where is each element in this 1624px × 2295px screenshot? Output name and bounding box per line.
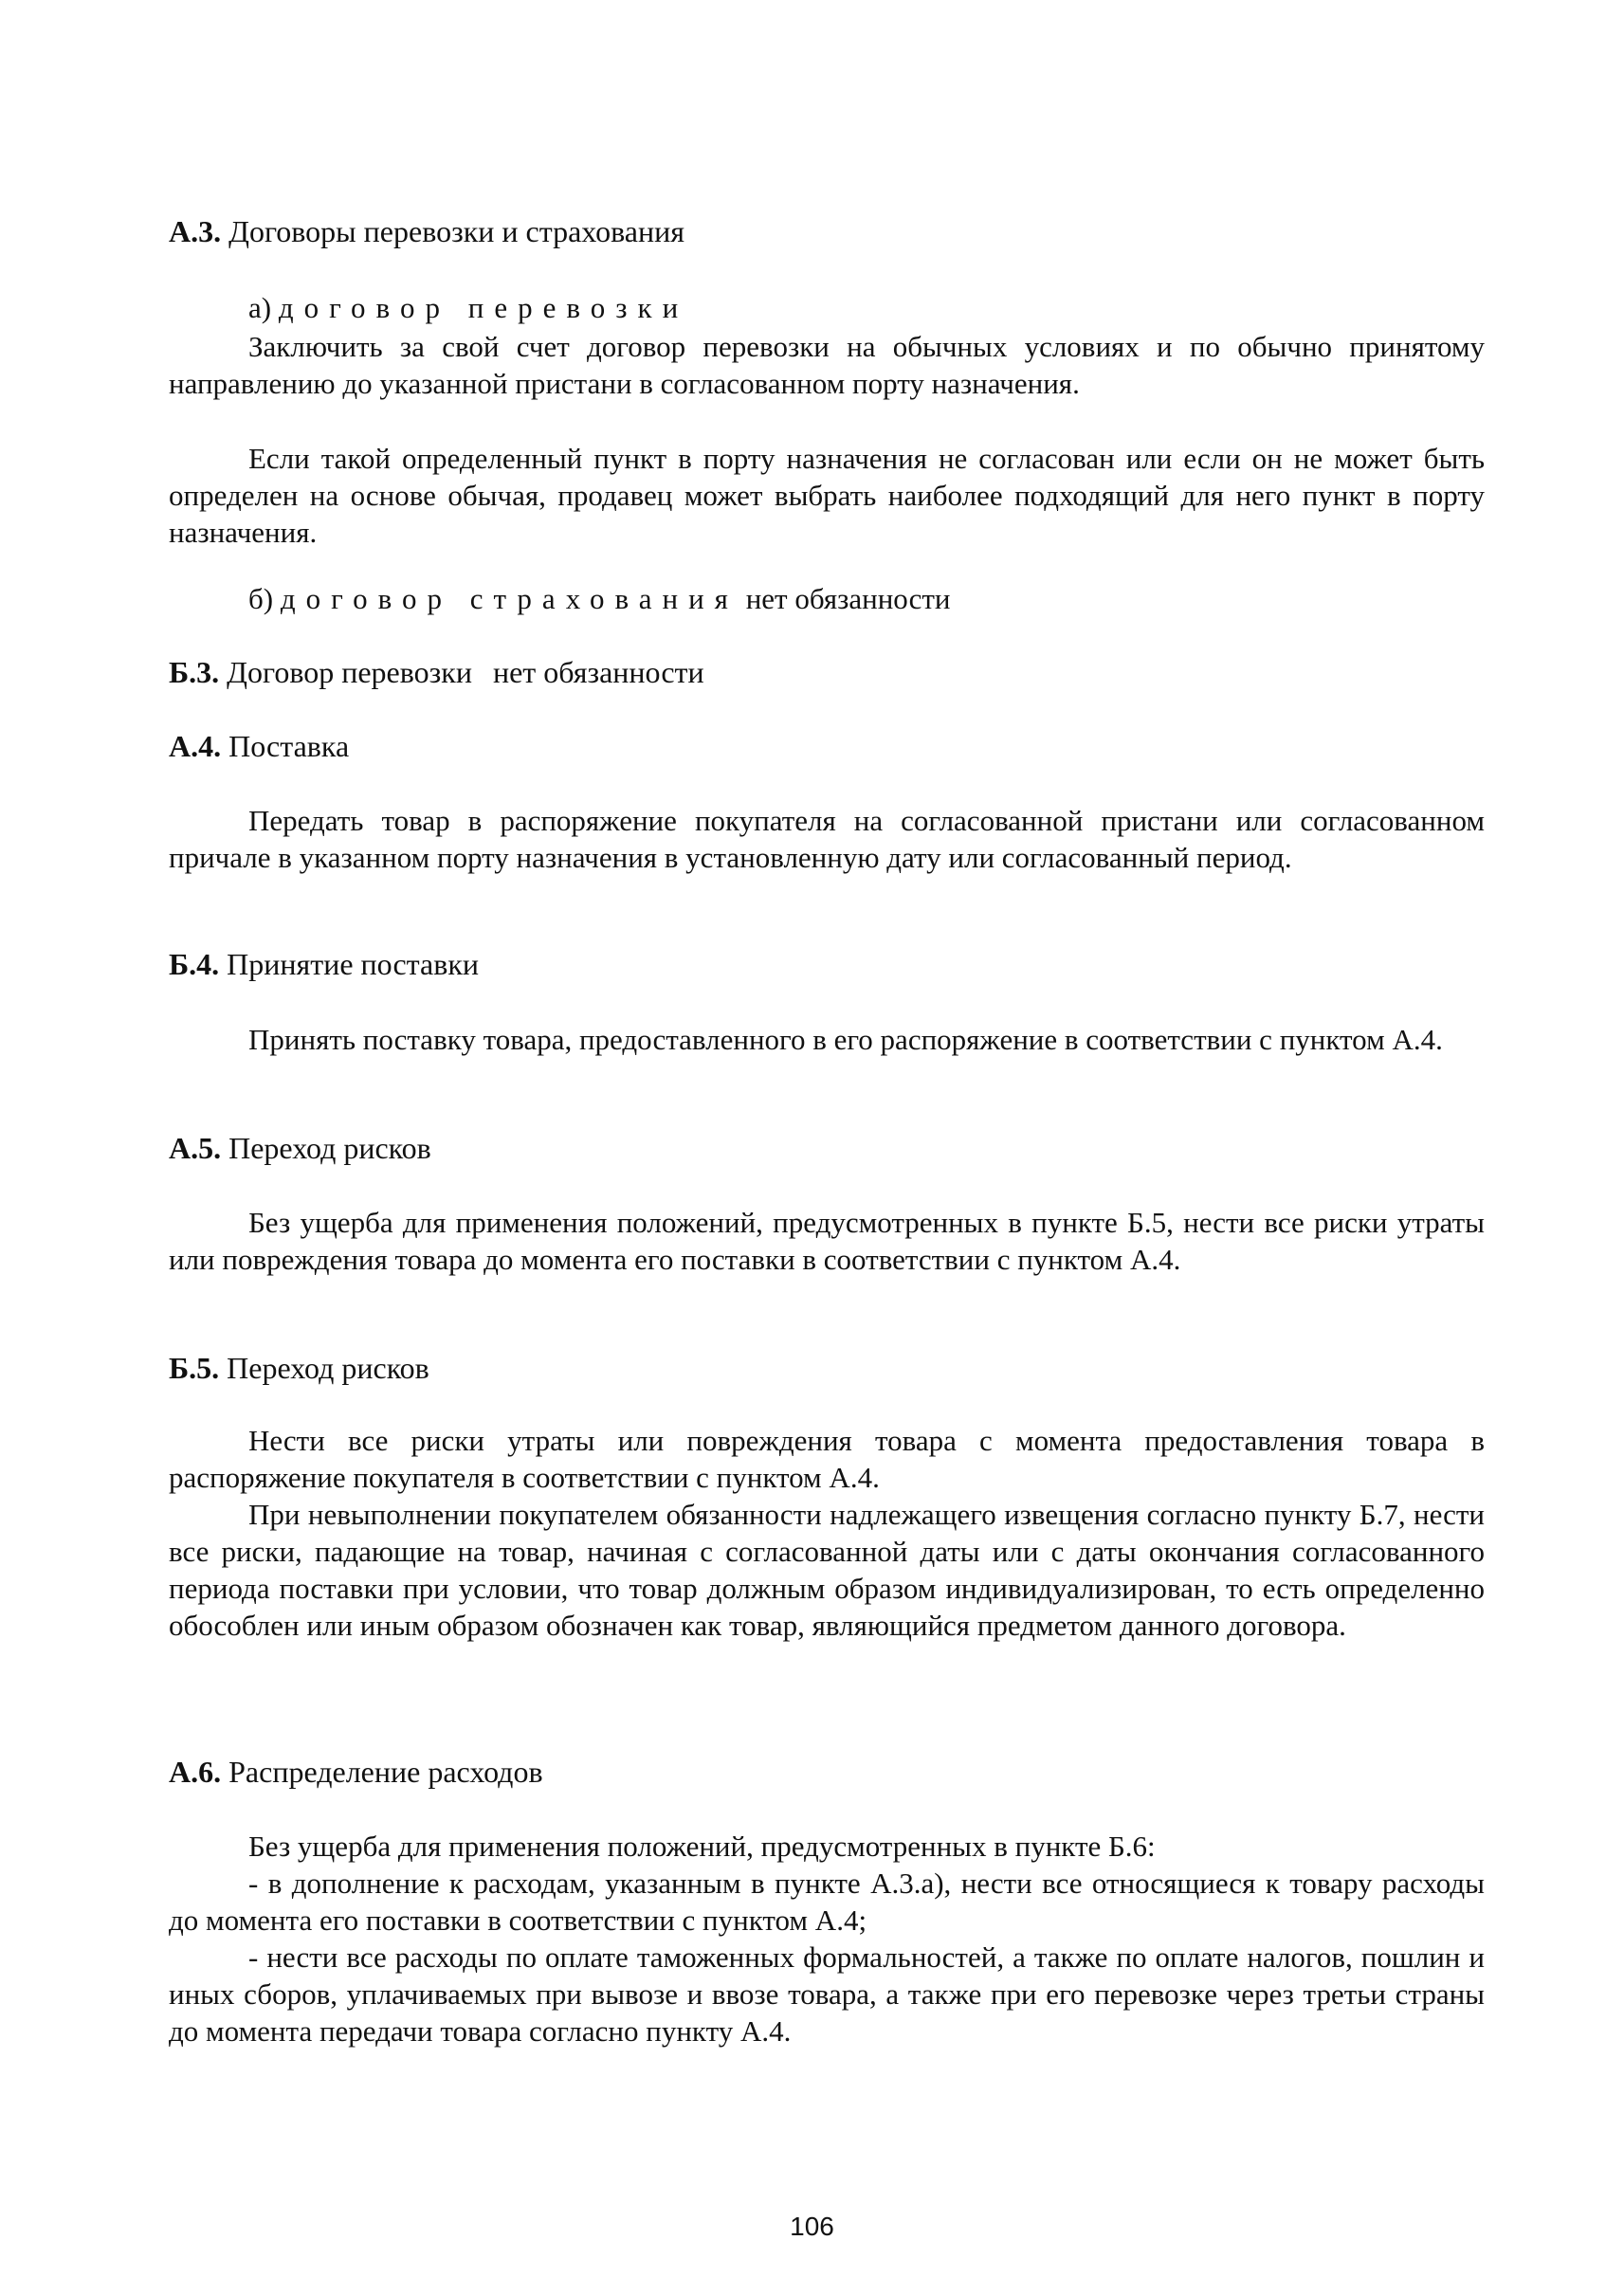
section-b4-heading xyxy=(169,946,1485,982)
section-a4-heading xyxy=(169,728,1485,764)
section-a5-heading xyxy=(169,1130,1485,1166)
section-a5-paragraph: Без ущерба для применения положений, предусмотренных в пункте Б.5, нести все риски утраты или повреждения товара до момента его поставки в соответствии с пунктом А.4. xyxy=(169,1206,1485,1276)
section-b5-paragraph-1: Нести все риски утраты или повреждения товара с момента предоставления товара в распоряжение покупателя в соответствии с пунктом А.4. xyxy=(169,1424,1485,1494)
section-b5-paragraph-2: При невыполнении покупателем обязанности надлежащего извещения согласно пункту Б.7, нести все риски, падающие на товар, начиная с согласованной даты или с даты окончания согласованного периода поставки при условии, что товар должным образом индивидуализирован, то есть определенно обособлен или иным образом обозначен как товар, являющийся предметом данного договора. xyxy=(169,1498,1485,1642)
section-a3-sub-b xyxy=(169,580,1564,617)
section-number: А.3. xyxy=(169,214,222,248)
section-b4-paragraph: Принять поставку товара, предоставленного в его распоряжение в соответствии с пунктом А.4. xyxy=(248,1023,1443,1056)
section-a6-paragraph-2: - в дополнение к расходам, указанным в пункте А.3.а), нести все относящиеся к товару расходы до момента его поставки в соответствии с пунктом А.4; xyxy=(169,1867,1485,1937)
section-b3-heading xyxy=(169,654,1485,690)
sub-marker: а) xyxy=(248,291,272,324)
section-title: Договор перевозки xyxy=(227,655,472,689)
section-a3-paragraph-2: Если такой определенный пункт в порту назначения не согласован или если он не может быть определен на основе обычая, продавец может выбрать наиболее подходящий для него пункт в порту назначения. xyxy=(169,442,1485,549)
section-b5-heading xyxy=(169,1350,1485,1386)
section-number: А.6. xyxy=(169,1755,222,1789)
section-a3-paragraph-1: Заключить за свой счет договор перевозки на обычных условиях и по обычно принятому направлению до указанной пристани в согласованном порту назначения. xyxy=(169,330,1485,400)
section-title: Переход рисков xyxy=(227,1351,429,1385)
section-number: А.4. xyxy=(169,729,222,763)
section-value: нет обязанности xyxy=(492,655,704,689)
section-a3-heading xyxy=(169,213,1485,249)
section-title: Договоры перевозки и страхования xyxy=(228,214,684,248)
section-title: Переход рисков xyxy=(228,1131,431,1165)
sub-title: договор страхования xyxy=(280,582,739,615)
section-title: Распределение расходов xyxy=(228,1755,543,1789)
section-number: А.5. xyxy=(169,1131,222,1165)
section-a6-paragraph-1: Без ущерба для применения положений, предусмотренных в пункте Б.6: xyxy=(248,1830,1156,1863)
section-number: Б.5. xyxy=(169,1351,220,1385)
section-a6-paragraph-3: - нести все расходы по оплате таможенных формальностей, а также по оплате налогов, пошлин и иных сборов, уплачиваемых при вывозе и ввозе товара, а также при его перевозке через третьи страны до момента передачи товара согласно пункту А.4. xyxy=(169,1940,1485,2048)
section-a4-paragraph: Передать товар в распоряжение покупателя на согласованной пристани или согласованном причале в указанном порту назначения в установленную дату или согласованный период. xyxy=(169,804,1485,874)
section-a3-sub-a xyxy=(169,289,1564,326)
sub-marker: б) xyxy=(248,582,274,615)
section-number: Б.4. xyxy=(169,947,220,981)
section-title: Принятие поставки xyxy=(227,947,480,981)
section-title: Поставка xyxy=(228,729,350,763)
section-a6-heading xyxy=(169,1754,1485,1790)
sub-value: нет обязанности xyxy=(745,582,951,615)
sub-title: договор перевозки xyxy=(278,291,689,324)
section-number: Б.3. xyxy=(169,655,220,689)
page-number: 106 xyxy=(790,2212,834,2241)
